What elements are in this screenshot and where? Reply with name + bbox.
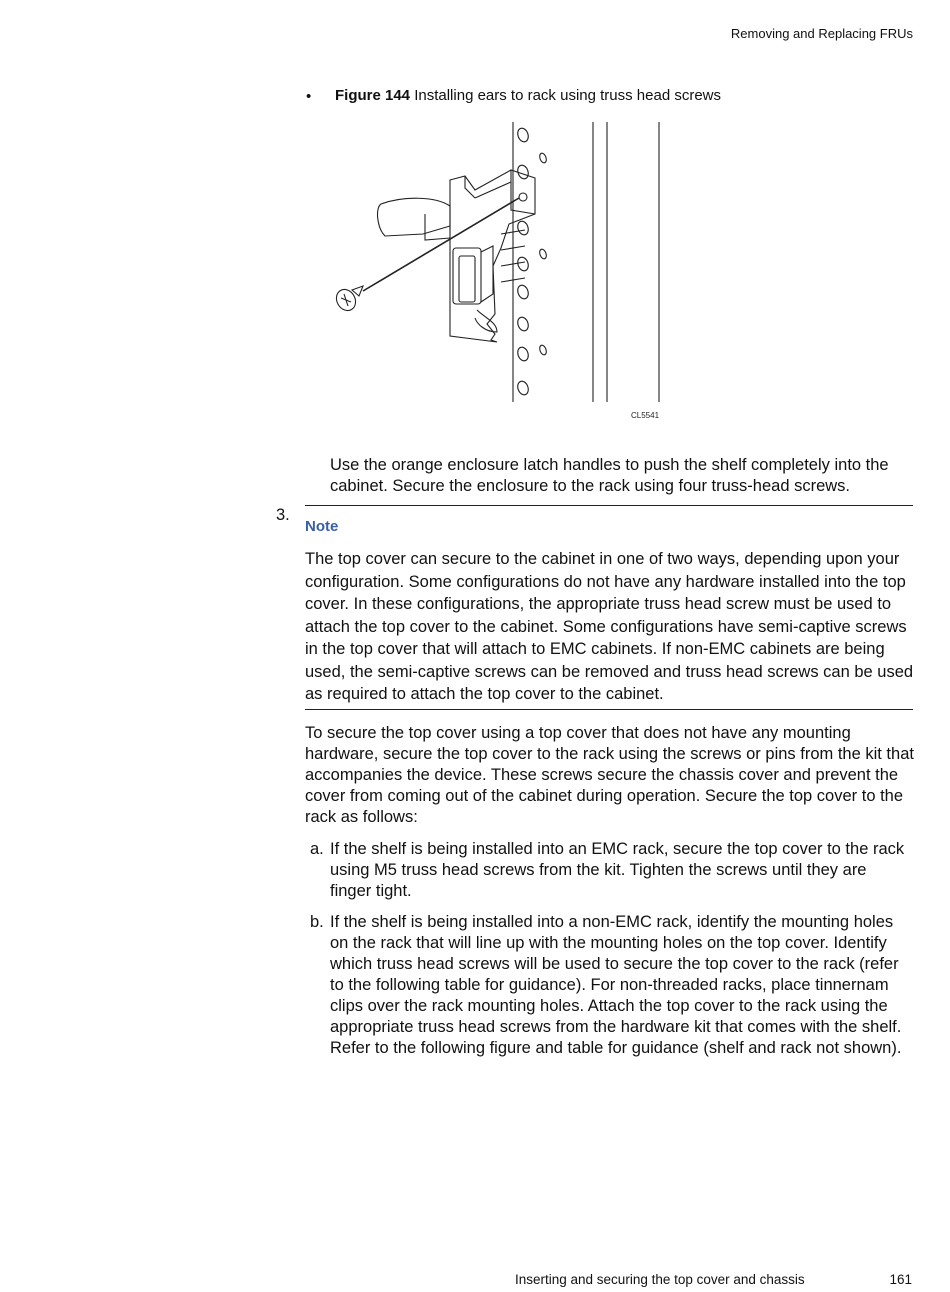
figure-code: CL5541 <box>631 411 660 420</box>
figure-label: Figure 144 <box>335 87 411 104</box>
footer-section-title: Inserting and securing the top cover and chassis <box>515 1272 805 1287</box>
list-marker: b. <box>310 913 324 931</box>
secure-intro-paragraph: To secure the top cover using a top cover that does not have any mounting hardware, secure the top cover to the rack using the screws or pins from the kit that accompanies the device. These screws secure the chassis cover and prevent the cover from coming out of the cabinet during operation. Secure the top cover to the rack as follows: <box>305 724 914 826</box>
list-item <box>310 912 910 1059</box>
step-3-text: Use the orange enclosure latch handles to push the shelf completely into the cabinet. Secure the enclosure to the rack using four truss-head screws. <box>330 456 889 495</box>
list-marker: a. <box>310 840 324 858</box>
list-item <box>310 839 910 902</box>
figure-title: Installing ears to rack using truss head screws <box>414 87 722 104</box>
list-item-text: If the shelf is being installed into a non-EMC rack, identify the mounting holes on the rack that will line up with the mounting holes on the top cover. Identify which truss head screws will be used to secure the top cover to the rack (refer to the following table for guidance). For non-threaded racks, place tinnernam clips over the rack mounting holes. Attach the top cover to the rack using the appropriate truss head screws from the hardware kit that comes with the shelf. Refer to the following figure and table for guidance (shelf and rack not shown). <box>330 913 902 1057</box>
list-item-text: If the shelf is being installed into an EMC rack, secure the top cover to the rack using M5 truss head screws from the kit. Tighten the screws until they are finger tight. <box>330 840 905 900</box>
note-label: Note <box>305 518 339 535</box>
running-header: Removing and Replacing FRUs <box>730 26 913 41</box>
note-top-rule <box>305 505 913 506</box>
note-body: The top cover can secure to the cabinet in one of two ways, depending upon your configuration. Some configurations do not have any hardware installed into the top cover. In these configurations, the appropriate truss head screw must be used to attach the top cover to the cabinet. Some configurations have semi-captive screws in the top cover that will attach to EMC cabinets. If non-EMC cabinets are being used, the semi-captive screws can be removed and truss head screws can be used as required to attach the top cover to the cabinet. <box>305 550 914 703</box>
figure-bullet: • <box>306 88 312 105</box>
figure-caption <box>335 87 721 104</box>
page-number: 161 <box>889 1272 912 1287</box>
step-number: 3. <box>276 506 290 524</box>
note-bottom-rule <box>305 709 913 710</box>
rack-ear-illustration <box>325 118 675 428</box>
